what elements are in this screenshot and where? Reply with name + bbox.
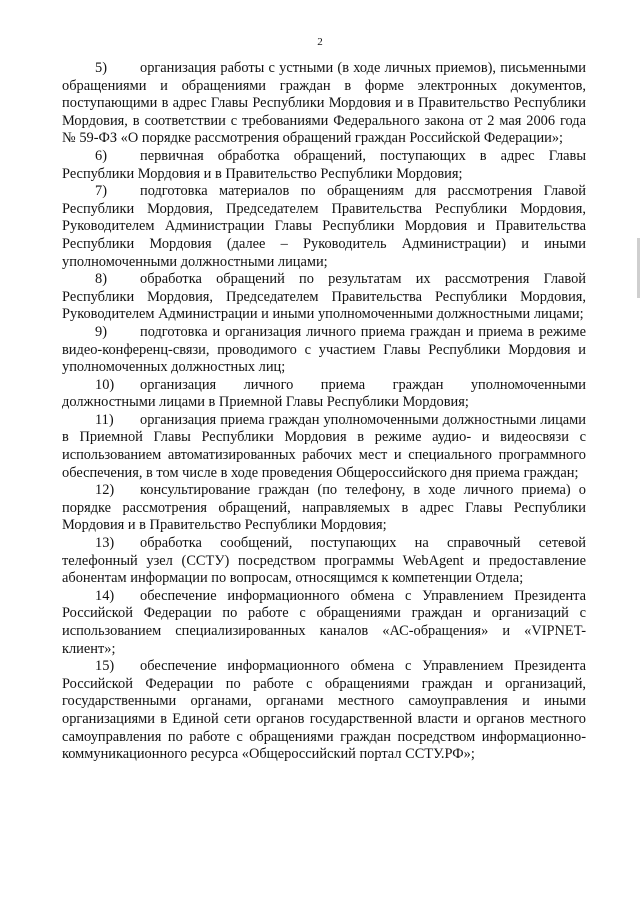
page-number: 2 <box>317 36 323 48</box>
item-text: обеспечение информационного обмена с Управлением Президента Российской Федерации по работе с обращениями граждан и организаций с использованием специализированных каналов «АС-обращения» и «VIPNET-клиент»; <box>62 587 586 657</box>
item-number: 15) <box>95 658 115 675</box>
item-text: подготовка материалов по обращениям для рассмотрения Главой Республики Мордовия, Председателем Правительства Республики Мордовия, Руководителем Администрации Главы Республики Мордовия и Правительства Республики Мордовия (далее – Руководитель Администрации) и иными уполномоченными должностными лицами; <box>62 183 586 270</box>
item-number: 9) <box>95 323 107 340</box>
item-text: первичная обработка обращений, поступающих в адрес Главы Республики Мордовия и в Правительство Республики Мордовия; <box>62 147 586 182</box>
item-text: обработка сообщений, поступающих на справочный сетевой телефонный узел (ССТУ) посредством программы WebAgent и предоставление абонентам информации по вопросам, относящимся к компетенции Отдела; <box>62 535 586 587</box>
list-item <box>62 412 586 482</box>
list-item <box>62 183 586 271</box>
item-text: обработка обращений по результатам их рассмотрения Главой Республики Мордовия, Председателем Правительства Республики Мордовия, Руководителем Администрации и иными уполномоченными должностными лицами; <box>62 271 586 323</box>
item-number: 11) <box>95 411 114 428</box>
item-text: организация работы с устными (в ходе личных приемов), письменными обращениями и обращениями граждан в форме электронных документов, поступающими в адрес Главы Республики Мордовия и в Правительство Республики Мордовия, в соответствии с требованиями Федерального закона от 2 мая 2006 года № 59-ФЗ «О порядке рассмотрения обращений граждан Российской Федерации»; <box>62 60 586 147</box>
item-number: 5) <box>95 60 107 76</box>
list-item <box>62 535 586 588</box>
list-item <box>62 271 586 324</box>
item-text: консультирование граждан (по телефону, в ходе личного приема) о порядке рассмотрения обращений, направляемых в адрес Главы Республики Мордовия и в Правительство Республики Мордовия; <box>62 482 586 534</box>
item-number: 10) <box>95 376 115 393</box>
item-number: 13) <box>95 535 115 552</box>
list-item <box>62 482 586 535</box>
item-text: обеспечение информационного обмена с Управлением Президента Российской Федерации по работе с обращениями граждан и организаций, государственными органами, органами местного самоуправления и иными организациями в Единой сети органов государственной власти и органов местного самоуправления по работе с обращениями граждан посредством информационно-коммуникационного ресурса «Общероссийский портал ССТУ.РФ»; <box>62 658 586 763</box>
item-text: организация приема граждан уполномоченными должностными лицами в Приемной Главы Республики Мордовия в режиме аудио- и видеосвязи с использованием автоматизированных рабочих мест и специального программного обеспечения, в том числе в ходе проведения Общероссийского дня приема граждан; <box>62 411 586 481</box>
list-item <box>62 148 586 183</box>
item-number: 12) <box>95 482 115 499</box>
list-item <box>62 588 586 658</box>
list-item <box>62 658 586 764</box>
list-item <box>62 60 586 148</box>
list-item <box>62 377 586 412</box>
item-text: подготовка и организация личного приема граждан и приема в режиме видео-конференц-связи, проводимого с участием Главы Республики Мордовия и уполномоченных должностных лиц; <box>62 323 586 376</box>
item-number: 8) <box>95 271 107 288</box>
document-body <box>62 60 586 764</box>
item-number: 6) <box>95 147 107 164</box>
item-number: 7) <box>95 183 107 200</box>
item-number: 14) <box>95 587 115 604</box>
item-text: организация личного приема граждан уполномоченными должностными лицами в Приемной Главы Республики Мордовия; <box>62 376 586 411</box>
list-item <box>62 324 586 377</box>
